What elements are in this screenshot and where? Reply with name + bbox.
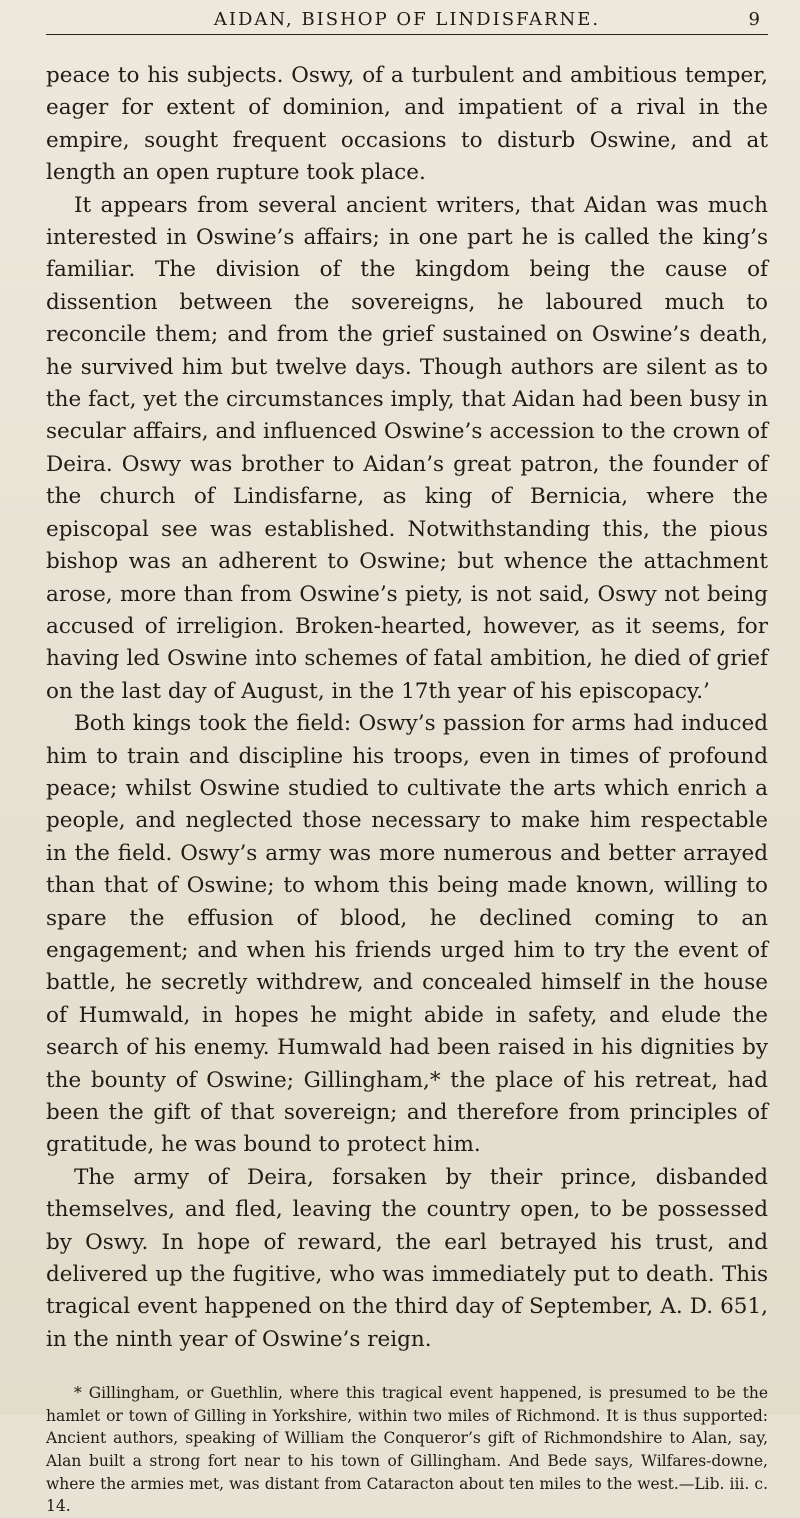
footnote-gillingham: * Gillingham, or Guethlin, where this tragical event happened, is presumed to be the hamlet or town of Gilling in Yorkshire, within two miles of Richmond. It is thus supported: Ancient authors, speaking of William the Conqueror’s gift of Richmondshire to Alan, say, Alan built a strong fort near to his town of Gillingham. And Bede says, Wilfares-downe, where the armies met, was distant from Cataracton about ten miles to the west.—Lib. iii. c. 14.: [46, 1384, 768, 1516]
paragraph-continuation: peace to his subjects. Oswy, of a turbulent and ambitious temper, eager for extent of dominion, and impatient of a rival in the empire, sought frequent occasions to disturb Oswine, and at length an open rupture took place.: [46, 63, 768, 186]
running-title: AIDAN, BISHOP OF LINDISFARNE.: [213, 9, 601, 30]
paragraph-aidan-interest: It appears from several ancient writers, that Aidan was much interested in Oswine’s affairs; in one part he is called the king’s familiar. The division of the kingdom being the cause of dissention between the sovereigns, he laboured much to reconcile them; and from the grief sustained on Oswine’s death, he survived him but twelve days. Though authors are silent as to the fact, yet the circumstances imply, that Aidan had been busy in secular affairs, and influenced Oswine’s accession to the crown of Deira. Oswy was brother to Aidan’s great patron, the founder of the church of Lindisfarne, as king of Bernicia, where the episcopal see was established. Notwithstanding this, the pious bishop was an adherent to Oswine; but whence the attachment arose, more than from Oswine’s piety, is not said, Oswy not being accused of irreligion. Broken-hearted, however, as it seems, for having led Oswine into schemes of fatal ambition, he died of grief on the last day of August, in the 17th year of his episcopacy.’: [46, 192, 768, 704]
page-number: 9: [748, 9, 760, 30]
paragraph-kings-field: Both kings took the field: Oswy’s passion for arms had induced him to train and discipline his troops, even in times of profound peace; whilst Oswine studied to cultivate the arts which enrich a people, and neglected those necessary to make him respectable in the field. Oswy’s army was more numerous and better arrayed than that of Oswine; to whom this being made known, willing to spare the effusion of blood, he declined coming to an engagement; and when his friends urged him to try the event of battle, he secretly withdrew, and concealed himself in the house of Humwald, in hopes he might abide in safety, and elude the search of his enemy. Humwald had been raised in his dignities by the bounty of Oswine; Gillingham,* the place of his retreat, had been the gift of that sovereign; and therefore from principles of gratitude, he was bound to protect him.: [46, 711, 768, 1158]
header-rule: [46, 34, 768, 35]
paragraph-army-deira: The army of Deira, forsaken by their prince, disbanded themselves, and fled, leaving the country open, to be possessed by Oswy. In hope of reward, the earl betrayed his trust, and delivered up the fugitive, who was immediately put to death. This tragical event happened on the third day of September, A. D. 651, in the ninth year of Oswine’s reign.: [46, 1164, 768, 1352]
running-head: [46, 0, 768, 40]
footnote-block: [46, 1382, 768, 1518]
body-text: [46, 60, 768, 1356]
